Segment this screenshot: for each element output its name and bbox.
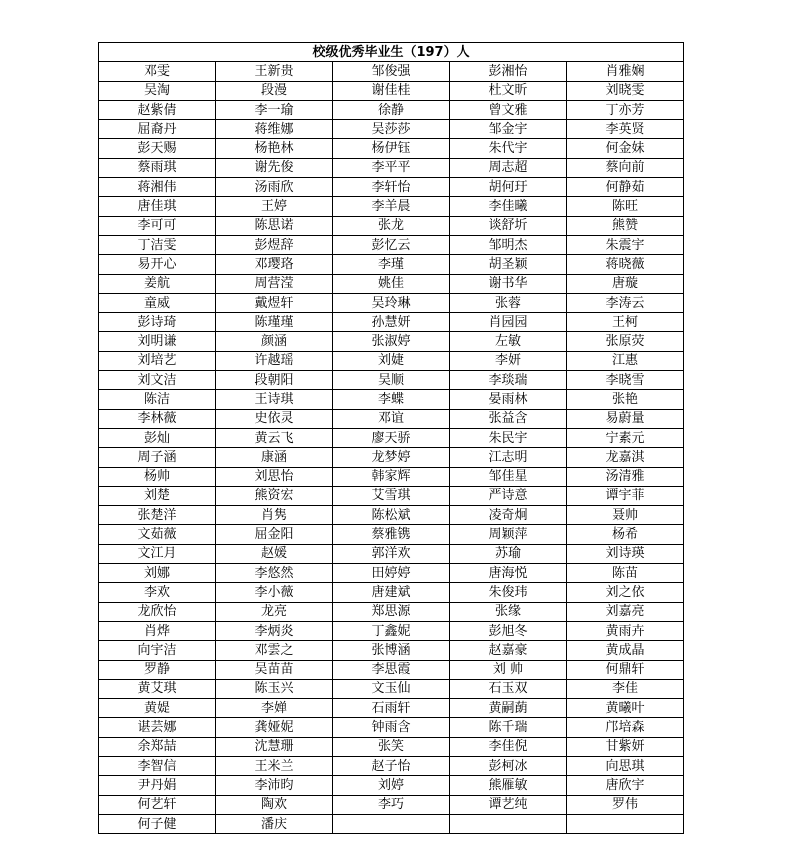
name-cell: 钟雨含 (333, 718, 450, 737)
table-row (99, 448, 684, 467)
name-cell: 何艺轩 (99, 795, 216, 814)
name-cell: 张龙 (333, 216, 450, 235)
name-cell: 何子健 (99, 814, 216, 833)
table-title: 校级优秀毕业生（197）人 (99, 43, 684, 62)
name-cell: 黄艾琪 (99, 679, 216, 698)
name-cell: 邹佳星 (450, 467, 567, 486)
name-cell: 李佳倪 (450, 737, 567, 756)
name-cell: 李轩怡 (333, 178, 450, 197)
name-cell: 谭宇菲 (567, 486, 684, 505)
name-cell: 肖园园 (450, 313, 567, 332)
name-cell: 王米兰 (216, 756, 333, 775)
name-cell: 吴苗苗 (216, 660, 333, 679)
name-cell: 左敏 (450, 332, 567, 351)
name-cell: 汤雨欣 (216, 178, 333, 197)
name-cell: 熊雁敏 (450, 776, 567, 795)
name-cell: 李巧 (333, 795, 450, 814)
table-row (99, 139, 684, 158)
name-cell: 文江月 (99, 544, 216, 563)
name-cell: 彭旭冬 (450, 621, 567, 640)
name-cell: 肖雅娴 (567, 62, 684, 81)
name-cell: 何金妹 (567, 139, 684, 158)
name-cell: 陈瑾瑾 (216, 313, 333, 332)
table-row (99, 120, 684, 139)
name-cell: 陈苗 (567, 564, 684, 583)
name-cell: 邹俊强 (333, 62, 450, 81)
name-cell: 张益含 (450, 409, 567, 428)
name-cell: 李琰瑞 (450, 371, 567, 390)
name-cell: 熊赞 (567, 216, 684, 235)
name-cell: 龙欣怡 (99, 602, 216, 621)
name-cell: 彭忆云 (333, 235, 450, 254)
name-cell: 唐璇 (567, 274, 684, 293)
name-cell: 黄媞 (99, 699, 216, 718)
name-cell: 罗伟 (567, 795, 684, 814)
table-row (99, 814, 684, 833)
name-cell: 周营滢 (216, 274, 333, 293)
name-cell: 刘思怡 (216, 467, 333, 486)
name-cell: 李蝶 (333, 390, 450, 409)
name-cell: 刘培艺 (99, 351, 216, 370)
name-cell: 刘婕 (333, 351, 450, 370)
name-cell: 沈慧珊 (216, 737, 333, 756)
table-row (99, 660, 684, 679)
name-cell: 彭湘怡 (450, 62, 567, 81)
name-cell: 李英贤 (567, 120, 684, 139)
name-cell: 刘明谦 (99, 332, 216, 351)
name-cell: 张博涵 (333, 641, 450, 660)
name-cell: 甘紫妍 (567, 737, 684, 756)
name-cell: 江惠 (567, 351, 684, 370)
table-row (99, 332, 684, 351)
name-cell: 张原荧 (567, 332, 684, 351)
name-cell: 苏瑜 (450, 544, 567, 563)
name-cell: 邝培森 (567, 718, 684, 737)
name-cell: 陈洁 (99, 390, 216, 409)
name-cell: 蒋维娜 (216, 120, 333, 139)
name-cell: 张艳 (567, 390, 684, 409)
name-cell: 邹明杰 (450, 235, 567, 254)
name-cell: 唐海悦 (450, 564, 567, 583)
name-cell: 李平平 (333, 158, 450, 177)
name-cell: 黄曦叶 (567, 699, 684, 718)
name-cell: 史依灵 (216, 409, 333, 428)
table-row (99, 255, 684, 274)
name-cell: 吴莎莎 (333, 120, 450, 139)
name-cell: 石雨轩 (333, 699, 450, 718)
name-cell: 宁素元 (567, 428, 684, 447)
table-row (99, 564, 684, 583)
name-cell: 陈思诺 (216, 216, 333, 235)
name-cell: 段朝阳 (216, 371, 333, 390)
name-cell: 邓谊 (333, 409, 450, 428)
name-cell: 周颖萍 (450, 525, 567, 544)
name-cell: 陶欢 (216, 795, 333, 814)
name-cell: 杨伊钰 (333, 139, 450, 158)
name-cell: 徐静 (333, 100, 450, 119)
table-row (99, 371, 684, 390)
table-row (99, 390, 684, 409)
name-cell: 王婷 (216, 197, 333, 216)
name-cell: 刘嘉亮 (567, 602, 684, 621)
name-cell: 刘之依 (567, 583, 684, 602)
name-cell: 晏雨林 (450, 390, 567, 409)
name-cell: 王新贵 (216, 62, 333, 81)
name-cell: 陈旺 (567, 197, 684, 216)
name-cell: 周志超 (450, 158, 567, 177)
name-cell: 彭煜辞 (216, 235, 333, 254)
name-cell: 丁鑫妮 (333, 621, 450, 640)
name-cell: 张蓉 (450, 293, 567, 312)
name-cell: 李沛昀 (216, 776, 333, 795)
table-row (99, 525, 684, 544)
name-cell: 童威 (99, 293, 216, 312)
name-cell: 韩家辉 (333, 467, 450, 486)
name-cell: 屈裔丹 (99, 120, 216, 139)
name-cell: 何鼎轩 (567, 660, 684, 679)
table-row (99, 737, 684, 756)
name-cell: 肖烨 (99, 621, 216, 640)
name-cell: 蔡向前 (567, 158, 684, 177)
name-cell: 谢先俊 (216, 158, 333, 177)
name-cell: 赵媛 (216, 544, 333, 563)
table-row (99, 409, 684, 428)
name-cell: 李欢 (99, 583, 216, 602)
table-row (99, 428, 684, 447)
table-row (99, 641, 684, 660)
table-row (99, 506, 684, 525)
name-cell: 李林薇 (99, 409, 216, 428)
name-cell: 颜涵 (216, 332, 333, 351)
name-cell: 胡何玗 (450, 178, 567, 197)
name-cell: 李晓雪 (567, 371, 684, 390)
table-row (99, 467, 684, 486)
name-cell: 彭柯冰 (450, 756, 567, 775)
table-row (99, 62, 684, 81)
name-cell: 李可可 (99, 216, 216, 235)
table-row (99, 100, 684, 119)
name-cell: 凌奇炯 (450, 506, 567, 525)
name-cell: 丁洁雯 (99, 235, 216, 254)
name-cell: 李涛云 (567, 293, 684, 312)
name-cell: 严诗意 (450, 486, 567, 505)
name-cell: 刘文洁 (99, 371, 216, 390)
name-cell: 李羊晨 (333, 197, 450, 216)
name-cell: 李炳炎 (216, 621, 333, 640)
table-row (99, 216, 684, 235)
name-cell: 姚佳 (333, 274, 450, 293)
name-cell: 邓璎珞 (216, 255, 333, 274)
name-cell: 向思琪 (567, 756, 684, 775)
table-body (99, 43, 684, 834)
name-cell: 屈金阳 (216, 525, 333, 544)
name-cell: 唐佳琪 (99, 197, 216, 216)
name-cell: 吴顺 (333, 371, 450, 390)
table-row (99, 313, 684, 332)
honor-roll-table (98, 42, 684, 834)
name-cell: 刘婷 (333, 776, 450, 795)
name-cell: 李悠然 (216, 564, 333, 583)
name-cell: 张淑婷 (333, 332, 450, 351)
name-cell: 朱代宇 (450, 139, 567, 158)
name-cell: 唐建斌 (333, 583, 450, 602)
name-cell: 许越瑶 (216, 351, 333, 370)
name-cell: 杨帅 (99, 467, 216, 486)
name-cell: 石玉双 (450, 679, 567, 698)
name-cell (567, 814, 684, 833)
name-cell: 刘娜 (99, 564, 216, 583)
name-cell: 刘晓雯 (567, 81, 684, 100)
table-row (99, 486, 684, 505)
name-cell: 康涵 (216, 448, 333, 467)
name-cell: 赵子怡 (333, 756, 450, 775)
name-cell: 刘楚 (99, 486, 216, 505)
name-cell: 陈千瑞 (450, 718, 567, 737)
name-cell: 谌芸娜 (99, 718, 216, 737)
name-cell: 丁亦芳 (567, 100, 684, 119)
name-cell: 张缘 (450, 602, 567, 621)
name-cell: 蔡雨琪 (99, 158, 216, 177)
name-cell: 唐欣宇 (567, 776, 684, 795)
name-cell: 杨艳林 (216, 139, 333, 158)
table-row (99, 293, 684, 312)
name-cell: 孙慧妍 (333, 313, 450, 332)
name-cell: 谢书华 (450, 274, 567, 293)
name-cell: 黄云飞 (216, 428, 333, 447)
name-cell: 戴煜轩 (216, 293, 333, 312)
name-cell: 朱民宇 (450, 428, 567, 447)
name-cell: 刘 帅 (450, 660, 567, 679)
name-cell: 文茹薇 (99, 525, 216, 544)
name-cell: 龚娅妮 (216, 718, 333, 737)
name-cell: 谢佳桂 (333, 81, 450, 100)
name-cell: 龙嘉淇 (567, 448, 684, 467)
table-row (99, 351, 684, 370)
table-row (99, 158, 684, 177)
table-row (99, 81, 684, 100)
table-row (99, 197, 684, 216)
name-cell (450, 814, 567, 833)
name-cell: 黄雨卉 (567, 621, 684, 640)
name-cell: 何静茹 (567, 178, 684, 197)
name-cell: 尹丹娟 (99, 776, 216, 795)
name-cell: 黄成晶 (567, 641, 684, 660)
name-cell: 蔡雅镌 (333, 525, 450, 544)
name-cell: 廖天骄 (333, 428, 450, 447)
name-cell: 吴淘 (99, 81, 216, 100)
name-cell: 周子涵 (99, 448, 216, 467)
name-cell: 赵紫倩 (99, 100, 216, 119)
name-cell: 杜文昕 (450, 81, 567, 100)
table-row (99, 544, 684, 563)
name-cell: 陈玉兴 (216, 679, 333, 698)
name-cell: 谭艺纯 (450, 795, 567, 814)
table-row (99, 621, 684, 640)
name-cell: 黄嗣蓢 (450, 699, 567, 718)
name-cell: 艾雪琪 (333, 486, 450, 505)
name-cell: 张楚洋 (99, 506, 216, 525)
name-cell: 易蔚量 (567, 409, 684, 428)
table-row (99, 718, 684, 737)
name-cell: 朱俊玮 (450, 583, 567, 602)
name-cell: 彭天赐 (99, 139, 216, 158)
table-row (99, 274, 684, 293)
name-cell: 龙亮 (216, 602, 333, 621)
name-cell: 李一瑜 (216, 100, 333, 119)
name-cell: 潘庆 (216, 814, 333, 833)
name-cell: 张笑 (333, 737, 450, 756)
table-row (99, 235, 684, 254)
name-cell: 李思霞 (333, 660, 450, 679)
name-cell: 胡圣颖 (450, 255, 567, 274)
name-cell: 余郑喆 (99, 737, 216, 756)
name-cell: 聂帅 (567, 506, 684, 525)
name-cell: 龙梦婷 (333, 448, 450, 467)
name-cell: 蒋晓薇 (567, 255, 684, 274)
name-cell: 邓雲之 (216, 641, 333, 660)
name-cell: 李婵 (216, 699, 333, 718)
name-cell: 文玉仙 (333, 679, 450, 698)
name-cell: 李佳曦 (450, 197, 567, 216)
name-cell: 李瑾 (333, 255, 450, 274)
table-row (99, 756, 684, 775)
name-cell (333, 814, 450, 833)
name-cell: 王柯 (567, 313, 684, 332)
name-cell: 江志明 (450, 448, 567, 467)
table-row (99, 699, 684, 718)
table-row (99, 679, 684, 698)
name-cell: 向宇洁 (99, 641, 216, 660)
name-cell: 肖隽 (216, 506, 333, 525)
name-cell: 郭洋欢 (333, 544, 450, 563)
name-cell: 蒋湘伟 (99, 178, 216, 197)
table-row (99, 583, 684, 602)
name-cell: 段漫 (216, 81, 333, 100)
name-cell: 邹金宇 (450, 120, 567, 139)
table-row (99, 178, 684, 197)
name-cell: 姜航 (99, 274, 216, 293)
table-row (99, 602, 684, 621)
name-cell: 罗静 (99, 660, 216, 679)
name-cell: 李佳 (567, 679, 684, 698)
name-cell: 王诗琪 (216, 390, 333, 409)
name-cell: 邓雯 (99, 62, 216, 81)
name-cell: 曾文雅 (450, 100, 567, 119)
name-cell: 刘诗瑛 (567, 544, 684, 563)
table-row (99, 795, 684, 814)
name-cell: 朱震宇 (567, 235, 684, 254)
name-cell: 彭灿 (99, 428, 216, 447)
name-cell: 李妍 (450, 351, 567, 370)
name-cell: 陈松斌 (333, 506, 450, 525)
name-cell: 李小薇 (216, 583, 333, 602)
name-cell: 李智信 (99, 756, 216, 775)
table-row (99, 776, 684, 795)
name-cell: 吴玲琳 (333, 293, 450, 312)
name-cell: 杨希 (567, 525, 684, 544)
name-cell: 彭诗琦 (99, 313, 216, 332)
name-cell: 汤清雅 (567, 467, 684, 486)
name-cell: 郑思源 (333, 602, 450, 621)
name-cell: 熊资宏 (216, 486, 333, 505)
name-cell: 易开心 (99, 255, 216, 274)
name-cell: 赵嘉豪 (450, 641, 567, 660)
name-cell: 田婷婷 (333, 564, 450, 583)
name-cell: 谈舒圻 (450, 216, 567, 235)
title-row (99, 43, 684, 62)
